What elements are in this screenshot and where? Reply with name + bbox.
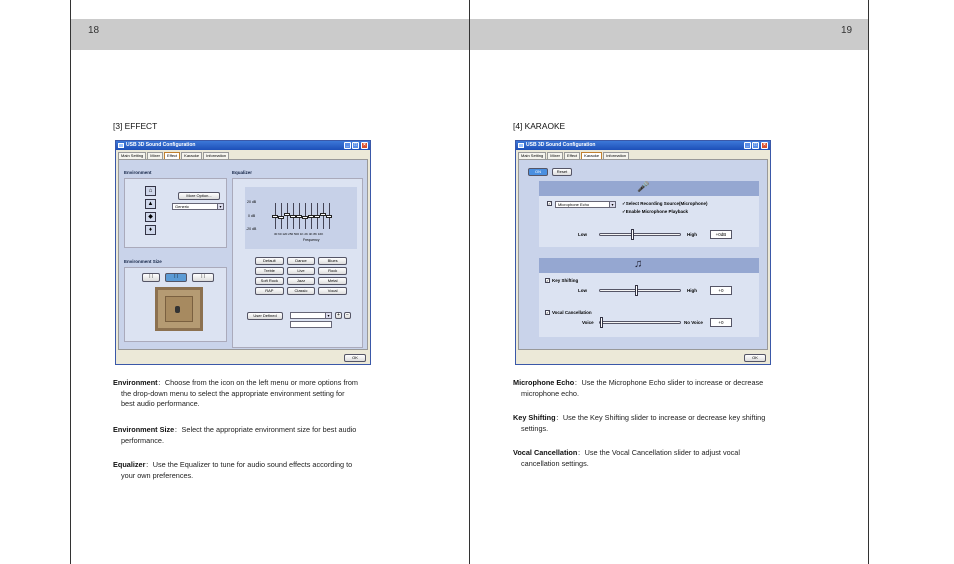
user-preset-select[interactable] [290,312,332,319]
environment-text-cont: the drop-down menu to select the appropriate environment setting for [121,388,345,398]
preset-dance-button[interactable]: Dance [287,257,316,265]
key-shifting-text: Use the Key Shifting slider to increase or decrease key shifting [562,413,766,422]
environment-size-term: Environment Size [113,425,175,434]
key-shifting-value: +0 [710,286,732,295]
app-icon [518,143,524,148]
mic-echo-thumb[interactable] [631,229,634,240]
environment-select-value: Generic [175,204,190,209]
close-button[interactable]: × [361,142,368,149]
vocal-cancellation-value: +0 [710,318,732,327]
reset-button[interactable]: Reset [552,168,572,176]
eq-slider[interactable] [303,203,307,229]
ok-button[interactable]: OK [744,354,766,362]
environment-size-label: Environment Size [124,259,162,264]
more-option-button[interactable]: More Option... [178,192,220,200]
vocal-cancellation-description: Vocal Cancellation：Use the Vocal Cancellation slider to adjust vocal cancellation settings. [513,448,853,469]
eq-slider[interactable] [309,203,313,229]
environment-size-text: Select the appropriate environment size for best audio [181,425,357,434]
eq-mid-label: 0 dB [248,214,256,218]
eq-slider[interactable] [321,203,325,229]
environment-text-cont2: best audio performance. [121,399,200,408]
key-shifting-label: Key Shifting [552,278,579,283]
on-button[interactable]: ON [528,168,548,176]
preset-soft-rock-button[interactable]: Soft Rock [255,277,284,285]
eq-graph [245,187,357,249]
effect-window [115,140,371,365]
preset-treble-button[interactable]: Treble [255,267,284,275]
minimize-button[interactable]: _ [344,142,351,149]
eq-slider[interactable] [291,203,295,229]
preset-vocal-button[interactable]: Vocal [318,287,347,295]
remove-preset-button[interactable]: − [344,312,351,319]
left-page-number: 18 [88,25,100,36]
mic-echo-description: Microphone Echo：Use the Microphone Echo slider to increase or decrease microphone echo. [513,378,853,399]
tab-karaoke[interactable]: Karaoke [181,152,202,159]
tab-bar [118,152,230,159]
key-shifting-thumb[interactable] [635,285,638,296]
environment-shape-icon[interactable]: ◆ [145,212,156,222]
equalizer-text-cont: your own preferences. [121,470,194,480]
key-shifting-slider[interactable] [599,289,681,292]
key-shifting-term: Key Shifting [513,413,556,422]
tab-karaoke[interactable]: Karaoke [581,152,602,159]
preset-grid [255,257,347,295]
mic-echo-slider[interactable] [599,233,681,236]
eq-slider[interactable] [315,203,319,229]
preset-jazz-button[interactable]: Jazz [287,277,316,285]
tab-main-setting[interactable]: Main Setting [118,152,146,159]
key-shifting-text-cont: settings. [521,423,549,433]
user-defined-button[interactable]: User Defined [247,312,283,320]
tab-information[interactable]: Information [203,152,229,159]
vocal-cancellation-thumb[interactable] [600,317,603,328]
key-header [539,258,759,273]
chevron-down-icon: ▾ [609,202,615,207]
karaoke-section-title: [4] KARAOKE [513,121,566,131]
mic-echo-term: Microphone Echo [513,378,575,387]
window-title: USB 3D Sound Configuration [126,142,196,148]
eq-frequency-ticks: 30 60 120 250 500 1K 2K 4K 8K 16K [274,232,324,236]
size-small-button[interactable]: ∷ [142,273,160,282]
mic-echo-checkbox[interactable]: ✓ [548,201,552,206]
mic-echo-text: Use the Microphone Echo slider to increase or decrease [581,378,764,387]
vocal-cancellation-checkbox[interactable]: ✓ [546,310,550,315]
tab-effect[interactable]: Effect [564,152,580,159]
preset-metal-button[interactable]: Metal [318,277,347,285]
title-bar [116,141,370,150]
enable-playback-option[interactable]: ✓Enable Microphone Playback [622,209,689,214]
eq-slider[interactable] [273,203,277,229]
tab-effect[interactable]: Effect [164,152,180,159]
voice-label: Voice [582,320,594,325]
tab-mixer[interactable]: Mixer [147,152,163,159]
preset-blues-button[interactable]: Blues [318,257,347,265]
environment-label: Environment [124,170,152,175]
environment-description: Environment：Choose from the icon on the left menu or more options from the drop-down menu to select the appropriate environment setting for best audio performance. [113,378,453,410]
environment-car-icon[interactable]: ▲ [145,199,156,209]
preset-name-input[interactable] [290,321,332,328]
room-preview-image [155,287,203,331]
preset-rock-button[interactable]: Rock [318,267,347,275]
eq-bottom-label: -20 dB [246,227,257,231]
key-shifting-checkbox[interactable]: ✓ [546,278,550,283]
eq-slider[interactable] [297,203,301,229]
equalizer-text: Use the Equalizer to tune for audio sound effects according to [152,460,353,469]
right-header-band [470,19,868,50]
eq-sliders [273,203,331,229]
speaker-icon [175,306,180,313]
eq-slider[interactable] [285,203,289,229]
environment-text: Choose from the icon on the left menu or more options from [164,378,358,387]
karaoke-window [515,140,771,365]
environment-group [124,178,227,248]
ok-button[interactable]: OK [344,354,366,362]
environment-people-icon[interactable]: ♦ [145,225,156,235]
vocal-cancellation-label: Vocal Cancellation [552,310,592,315]
effect-panel [118,159,368,350]
minimize-button[interactable]: _ [744,142,751,149]
tab-bar [518,152,630,159]
tab-main-setting[interactable]: Main Setting [518,152,546,159]
maximize-button[interactable]: □ [353,142,358,148]
maximize-button[interactable]: □ [753,142,758,148]
select-recording-source-option[interactable]: ✓Select Recording Source(Microphone) [622,201,708,206]
key-shifting-description: Key Shifting：Use the Key Shifting slider to increase or decrease key shifting settings. [513,413,853,434]
title-bar [516,141,770,150]
environment-size-text-cont: performance. [121,435,164,445]
right-margin-line [868,0,869,564]
equalizer-label: Equalizer [232,170,253,175]
environment-term: Environment [113,378,158,387]
app-icon [118,143,124,148]
mic-echo-low-label: Low [578,232,587,237]
vocal-cancellation-text: Use the Vocal Cancellation slider to adjust vocal [584,448,740,457]
key-high-label: High [687,288,697,293]
equalizer-term: Equalizer [113,460,146,469]
environment-size-description: Environment Size：Select the appropriate environment size for best audio performance. [113,425,453,446]
environment-house-icon[interactable]: ⌂ [145,186,156,196]
left-header-band [71,19,469,50]
eq-slider-knob[interactable] [326,215,332,218]
size-large-button[interactable]: ∷ [192,273,214,282]
eq-frequency-label: Frequency [303,238,320,242]
close-button[interactable]: × [761,142,768,149]
eq-slider[interactable] [327,203,331,229]
add-preset-button[interactable]: + [335,312,342,319]
eq-top-label: 20 dB [247,200,257,204]
mic-echo-text-cont: microphone echo. [521,388,580,398]
right-page-number: 19 [841,25,853,36]
vocal-cancellation-term: Vocal Cancellation [513,448,578,457]
chevron-down-icon: ▾ [217,204,223,209]
vocal-cancellation-text-cont: cancellation settings. [521,458,589,468]
preset-default-button[interactable]: Default [255,257,284,265]
effect-section-title: [3] EFFECT [113,121,158,131]
left-margin-line [70,0,71,564]
microphone-icon: 🎤 [637,182,650,193]
size-medium-button[interactable]: ∷ [165,273,187,282]
music-note-icon: ♫ [634,258,643,270]
karaoke-panel [518,159,768,350]
preset-classic-button[interactable]: Classic [287,287,316,295]
window-title: USB 3D Sound Configuration [526,142,596,148]
no-voice-label: No Voice [684,320,703,325]
mic-echo-value: +0dB [710,230,732,239]
center-fold-line [469,0,470,564]
preset-live-button[interactable]: Live [287,267,316,275]
mic-echo-high-label: High [687,232,697,237]
environment-size-group [124,267,227,342]
key-low-label: Low [578,288,587,293]
tab-information[interactable]: Information [603,152,629,159]
mic-source-select[interactable] [555,201,616,208]
eq-slider[interactable] [279,203,283,229]
environment-select[interactable] [172,203,224,210]
tab-mixer[interactable]: Mixer [547,152,563,159]
vocal-cancellation-slider[interactable] [599,321,681,324]
equalizer-description: Equalizer：Use the Equalizer to tune for audio sound effects according to your own preferences. [113,460,453,481]
preset-rap-button[interactable]: RAP [255,287,284,295]
equalizer-group [232,178,363,348]
mic-source-select-value: Microphone Echo [558,202,590,207]
chevron-down-icon: ▾ [325,313,331,318]
